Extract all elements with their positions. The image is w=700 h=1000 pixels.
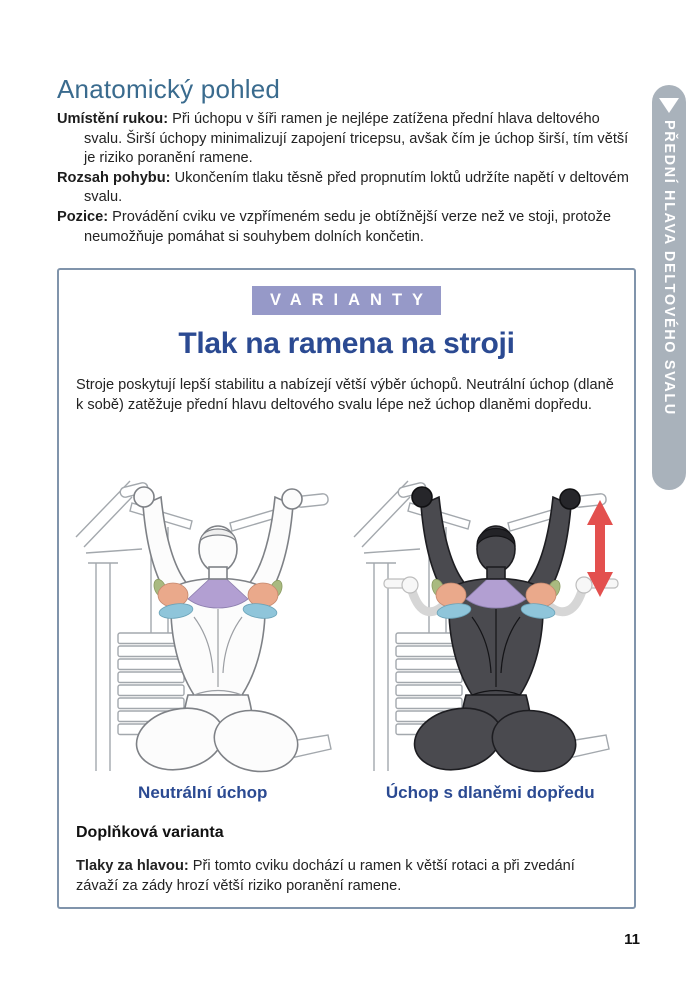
page-title: Anatomický pohled xyxy=(57,74,281,104)
illustration-palms-forward xyxy=(350,475,622,775)
anatomy-item-label: Rozsah pohybu: xyxy=(57,169,171,186)
additional-variant-heading: Doplňková varianta xyxy=(76,824,224,842)
caption-neutral-grip: Neutrální úchop xyxy=(138,783,268,803)
anatomy-item-label: Umístění rukou: xyxy=(57,111,169,127)
figure-head xyxy=(477,526,515,579)
illustration-neutral-grip xyxy=(72,475,344,775)
additional-variant-label: Tlaky za hlavou: xyxy=(76,858,189,875)
illustration-captions xyxy=(59,783,634,803)
figure-head xyxy=(199,526,237,579)
exercise-intro: Stroje poskytují lepší stabilitu a nabízejí větší výběr úchopů. Neutrální úchop (dlaně k sobě) zatěžuje přední hlavu deltového svalu lépe než úchop dlaněmi dopředu. xyxy=(76,377,614,413)
additional-variant-body: Při tomto cviku dochází u ramen k větší rotaci a při zvedání závaží za zády hrozí větší riziko poranění ramene. xyxy=(76,858,575,894)
page-number: 11 xyxy=(624,931,640,948)
variants-box xyxy=(57,268,636,909)
exercise-title: Tlak na ramena na stroji xyxy=(178,327,515,360)
anatomy-item-text: Provádění cviku ve vzpřímeném sedu je obtížnější verze než ve stoji, protože neumožňuje pomáhat si souhybem dolních končetin. xyxy=(84,208,612,245)
anatomy-item-text: Při úchopu v šíři ramen je nejlépe zatížena přední hlava deltového svalu. Širší úchopy minimalizují zapojení tricepsu, avšak čím je úchop širší, tím větší je riziko poranění ramene. xyxy=(84,111,629,167)
chapter-side-tab xyxy=(652,85,686,490)
anatomy-item xyxy=(57,169,637,208)
illustration-row xyxy=(59,475,634,775)
anatomy-notes xyxy=(57,110,637,247)
anatomy-item xyxy=(57,208,637,247)
additional-variant-text xyxy=(76,857,617,896)
side-tab-label: PŘEDNÍ HLAVA DELTOVÉHO SVALU xyxy=(661,120,677,416)
caption-palms-forward: Úchop s dlaněmi dopředu xyxy=(385,783,595,803)
variants-banner: VARIANTY xyxy=(252,286,441,315)
anatomy-item-text: Ukončením tlaku těsně před propnutím loktů udržíte napětí v deltovém svalu. xyxy=(84,169,629,206)
anatomy-item xyxy=(57,110,637,169)
anatomy-item-label: Pozice: xyxy=(57,208,109,225)
down-triangle-icon xyxy=(659,98,679,113)
